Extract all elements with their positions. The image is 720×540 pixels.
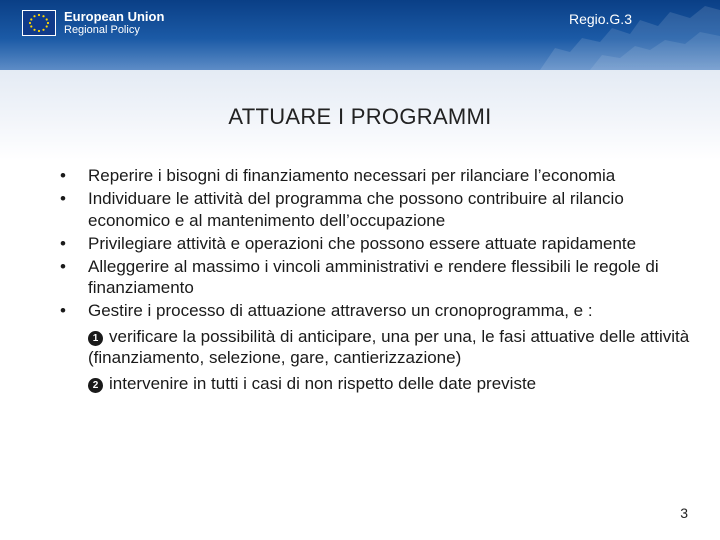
bullet-item [58,165,698,187]
bullet-marker: • [60,166,66,185]
bullet-text: Privilegiare attività e operazioni che possono essere attuate rapidamente [88,233,637,253]
bullet-marker: • [60,301,66,320]
bullet-marker: • [60,233,66,253]
sub-item [88,373,698,395]
bullet-list [58,165,698,396]
bullet-text: Gestire i processo di attuazione attraverso un cronoprogramma, e : [88,301,593,320]
bullet-item [58,300,698,394]
bullet-item [58,188,698,231]
bullet-text: Alleggerire al massimo i vincoli amministrativi e rendere flessibili le regole di finanziamento [88,256,659,297]
bullet-item [58,256,698,299]
eu-flag-icon [22,10,56,36]
bullet-marker: • [60,189,66,208]
eu-logo [22,10,164,36]
bullet-marker: • [60,256,66,276]
bullet-text: Individuare le attività del programma che possono contribuire al rilancio economico e al mantenimento dell’occupazione [88,189,624,230]
bullet-item [58,233,698,255]
slide-title: ATTUARE I PROGRAMMI [228,104,492,129]
sub-item-text: intervenire in tutti i casi di non rispetto delle date previste [109,373,537,393]
sub-item [88,326,698,369]
bullet-text: Reperire i bisogni di finanziamento necessari per rilanciare l’economia [88,166,616,185]
header-banner [0,0,720,70]
document-code: Regio.G.3 [568,11,632,27]
sub-item-text: verificare la possibilità di anticipare, una per una, le fasi attuative delle attività (finanziamento, selezione, gare, cantierizzazione) [88,326,690,367]
number-two-icon: 2 [88,378,103,393]
logo-subtitle: Regional Policy [64,24,140,37]
logo-title: European Union [64,9,165,24]
number-one-icon: 1 [88,331,103,346]
page-number: 3 [680,505,688,521]
